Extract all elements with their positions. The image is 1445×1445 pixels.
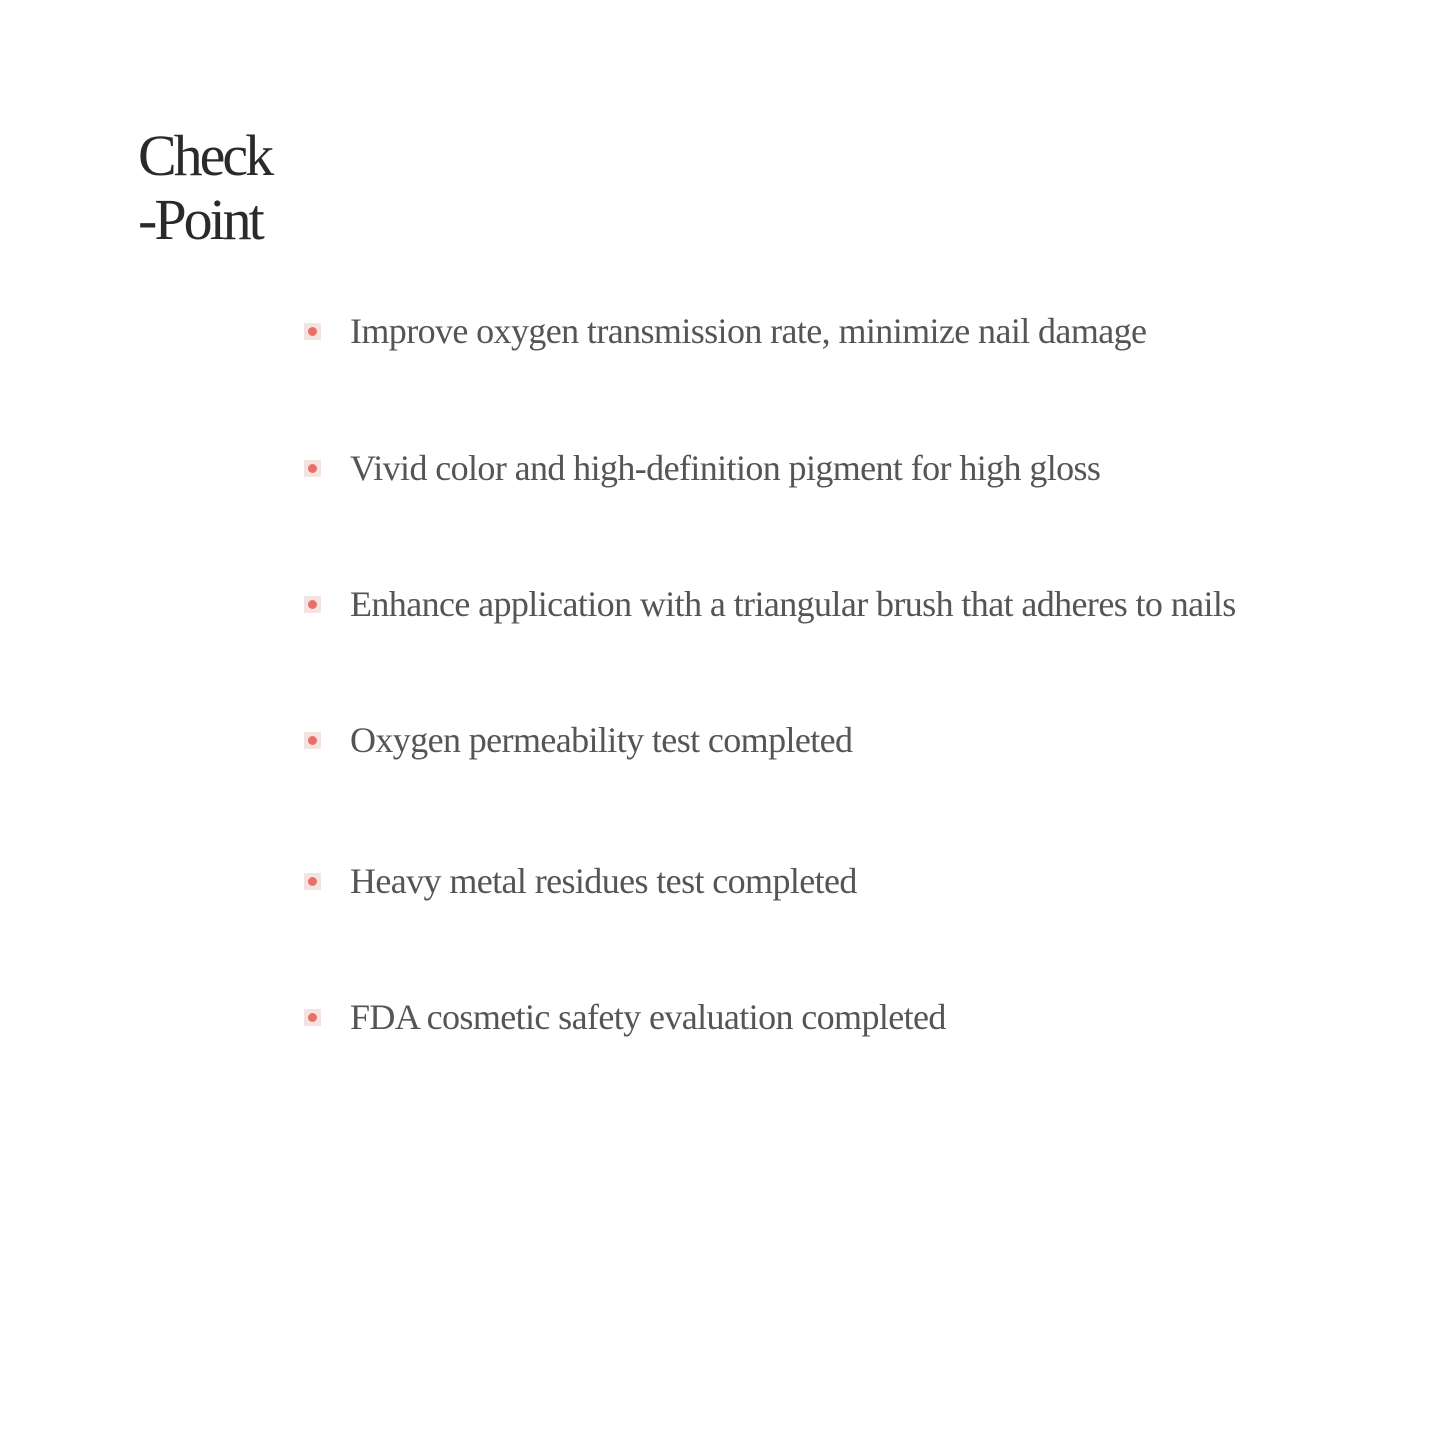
title-line-2: -Point — [138, 187, 262, 252]
title-line-1: Check — [138, 123, 272, 188]
checkpoint-text: Vivid color and high-definition pigment for high gloss — [350, 448, 1101, 488]
checkpoint-item — [304, 446, 1100, 490]
checkpoint-text: Heavy metal residues test completed — [350, 861, 857, 901]
checkpoint-item — [304, 995, 946, 1039]
checkpoint-text: Enhance application with a triangular brush that adheres to nails — [350, 584, 1236, 624]
checkpoint-item — [304, 718, 852, 762]
checkpoint-text: FDA cosmetic safety evaluation completed — [350, 997, 946, 1037]
page-title — [138, 124, 271, 252]
bullet-icon — [304, 873, 321, 890]
checkpoint-item — [304, 859, 857, 903]
checkpoint-text: Improve oxygen transmission rate, minimize nail damage — [350, 311, 1147, 351]
bullet-icon — [304, 596, 321, 613]
checkpoint-text: Oxygen permeability test completed — [350, 720, 853, 760]
checkpoint-item — [304, 309, 1146, 353]
bullet-icon — [304, 1009, 321, 1026]
bullet-icon — [304, 460, 321, 477]
bullet-icon — [304, 323, 321, 340]
bullet-icon — [304, 732, 321, 749]
checkpoint-item — [304, 582, 1236, 626]
